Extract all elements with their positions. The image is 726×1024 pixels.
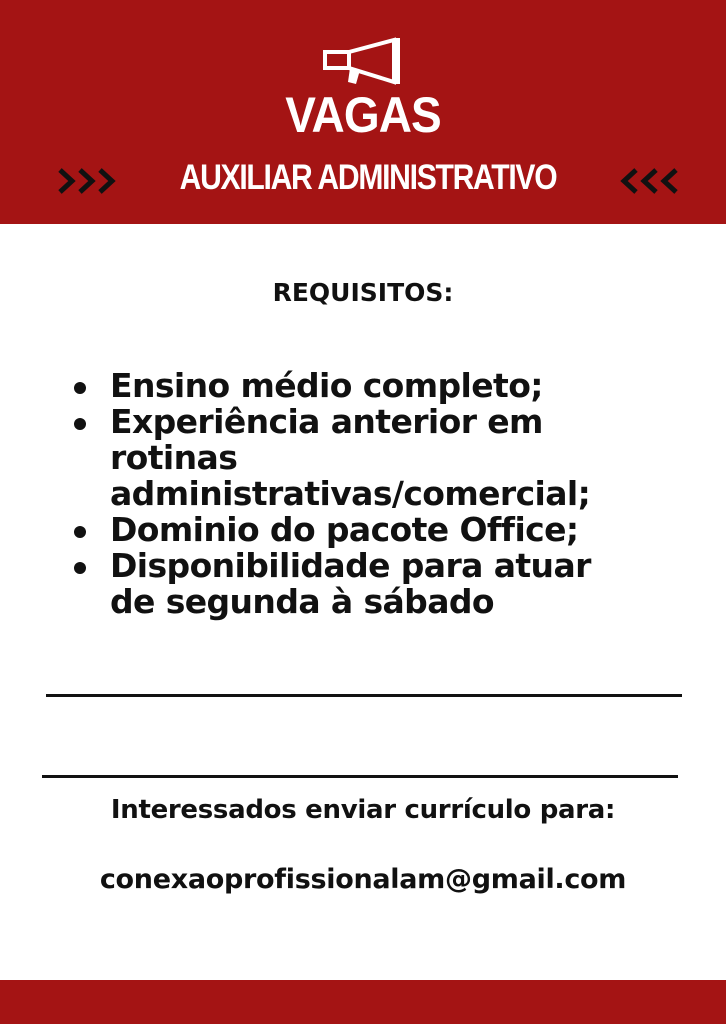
list-item	[70, 512, 710, 548]
chevrons-right-icon	[56, 164, 120, 198]
bullet-icon	[74, 418, 86, 430]
list-item-text: administrativas/comercial;	[110, 474, 591, 513]
job-title: AUXILIAR ADMINISTRATIVO	[179, 158, 557, 197]
page-title: VAGAS	[285, 87, 441, 143]
footer-banner	[0, 980, 726, 1024]
list-item-text: Dominio do pacote Office;	[110, 510, 579, 549]
bullet-icon	[74, 382, 86, 394]
list-item-text: Experiência anterior em	[110, 402, 543, 441]
divider-line	[46, 694, 682, 697]
list-item	[70, 548, 710, 620]
bullet-icon	[74, 562, 86, 574]
divider-line	[42, 775, 678, 778]
subtitle-row	[0, 152, 726, 208]
list-item-text: Disponibilidade para atuar	[110, 546, 591, 585]
contact-label: Interessados enviar currículo para:	[110, 795, 616, 825]
megaphone-icon	[322, 36, 404, 88]
requirements-list	[70, 368, 710, 620]
requirements-heading: REQUISITOS:	[272, 278, 454, 307]
chevrons-left-icon	[620, 164, 684, 198]
list-item-text: de segunda à sábado	[110, 582, 494, 621]
list-item	[70, 368, 710, 404]
list-item-text: Ensino médio completo;	[110, 366, 543, 405]
list-item	[70, 404, 710, 512]
bullet-icon	[74, 526, 86, 538]
list-item-text: rotinas	[110, 438, 238, 477]
contact-email: conexaoprofissionalam@gmail.com	[99, 864, 627, 895]
header-banner	[0, 0, 726, 224]
